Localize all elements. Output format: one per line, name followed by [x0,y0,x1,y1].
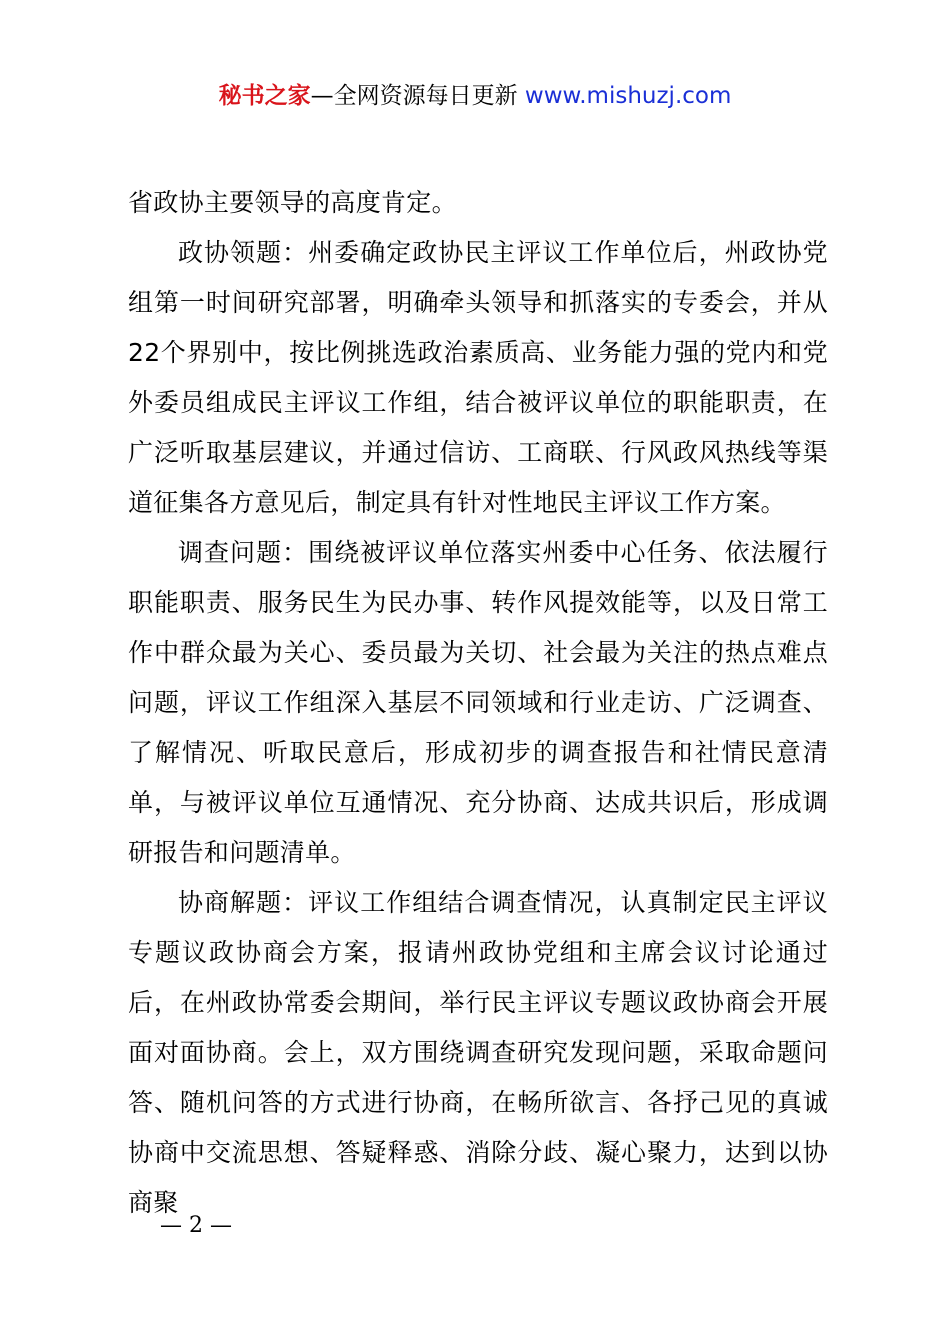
paragraph-continuation: 省政协主要领导的高度肯定。 [128,188,457,217]
page-number: — 2 — [160,1213,232,1238]
brand-name: 秘书之家 [218,83,311,109]
site-url-link[interactable]: www.mishuzj.com [524,83,732,109]
paragraph-xieshang: 协商解题：评议工作组结合调查情况，认真制定民主评议专题议政协商会方案，报请州政协党组和主席会议讨论通过后，在州政协常委会期间，举行民主评议专题议政协商会开展面对面协商。会上，双方围绕调查研究发现问题，采取命题问答、随机问答的方式进行协商，在畅所欲言、各抒己见的真诚协商中交流思想、答疑释惑、消除分歧、凝心聚力，达到以协商聚 [128,888,828,1217]
header-tagline: —全网资源每日更新 [310,83,518,109]
paragraph-diaocha: 调查问题：围绕被评议单位落实州委中心任务、依法履行职能职责、服务民生为民办事、转作风提效能等，以及日常工作中群众最为关心、委员最为关切、社会最为关注的热点难点问题，评议工作组深入基层不同领域和行业走访、广泛调查、了解情况、听取民意后，形成初步的调查报告和社情民意清单，与被评议单位互通情况、充分协商、达成共识后，形成调研报告和问题清单。 [128,538,828,867]
paragraph-lingti: 政协领题：州委确定政协民主评议工作单位后，州政协党组第一时间研究部署，明确牵头领导和抓落实的专委会，并从22个界别中，按比例挑选政治素质高、业务能力强的党内和党外委员组成民主评议工作组，结合被评议单位的职能职责，在广泛听取基层建议，并通过信访、工商联、行风政风热线等渠道征集各方意见后，制定具有针对性地民主评议工作方案。 [128,238,828,517]
document-body [128,178,828,1228]
site-header [0,80,950,112]
